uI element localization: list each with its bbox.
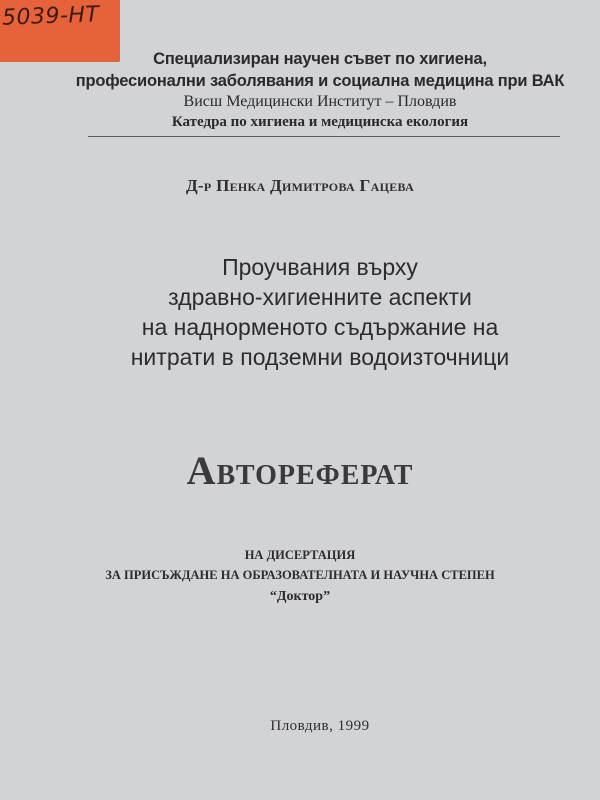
- council-name-line1: Специализиран научен съвет по хигиена,: [153, 50, 487, 68]
- council-name-line2: професионални заболявания и социална медицина при ВАК: [75, 72, 565, 90]
- degree-subtitle: [0, 545, 600, 607]
- institution-header: [60, 48, 580, 132]
- institute-name: Висш Медицински Институт – Пловдив: [183, 93, 457, 110]
- title-line: здравно-хигиенните аспекти: [168, 284, 472, 310]
- author-name: Д-р Пенка Димитрова Гацева: [185, 176, 415, 195]
- department-name: Катедра по хигиена и медицинска екология: [171, 114, 469, 130]
- document-type-heading: Автореферат: [186, 448, 414, 493]
- city-year: Пловдив, 1999: [270, 718, 370, 734]
- header-divider: [88, 136, 560, 137]
- title-line: на наднорменото съдържание на: [141, 314, 499, 340]
- title-line: Проучвания върху: [222, 254, 418, 280]
- sticker-code: 5039-НТ: [1, 2, 100, 31]
- subtitle-line1: НА ДИСЕРТАЦИЯ: [244, 548, 356, 562]
- title-line: нитрати в подземни водоизточници: [130, 344, 510, 370]
- degree-name: “Доктор”: [269, 589, 331, 604]
- dissertation-title: [40, 252, 600, 372]
- subtitle-line2: ЗА ПРИСЪЖДАНЕ НА ОБРАЗОВАТЕЛНАТА И НАУЧНА СТЕПЕН: [105, 568, 495, 582]
